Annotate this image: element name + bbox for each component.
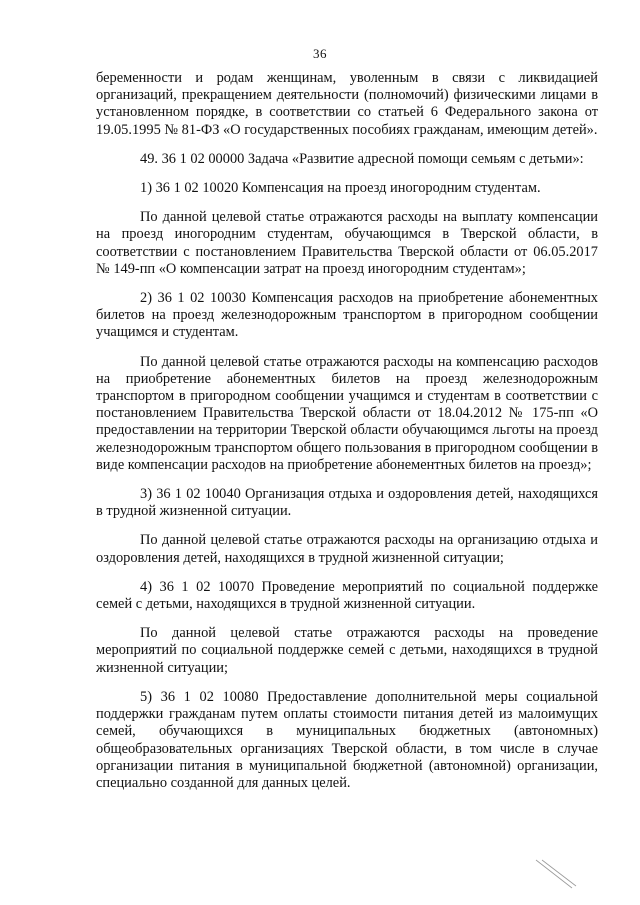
paragraph-item-1: 1) 36 1 02 10020 Компенсация на проезд иногородним студентам.: [140, 180, 541, 197]
paragraph-item-5: 5) 36 1 02 10080 Предоставление дополнительной меры социальной поддержки гражданам путем оплаты стоимости питания детей из малоимущих семей, обучающихся в муниципальных бюджетных (автономных) общеобразовательных организациях Тверской области, в том числе в случае организации питания в муниципальной бюджетной (автономной) организации, специально созданной для данных целей.: [96, 688, 598, 791]
paragraph-task-49: 49. 36 1 02 00000 Задача «Развитие адресной помощи семьям с детьми»:: [140, 150, 584, 167]
paragraph-item-4-description: По данной целевой статье отражаются расходы на проведение мероприятий по социальной поддержке семей с детьми, находящихся в трудной жизненной ситуации;: [96, 625, 598, 676]
document-body: [96, 70, 598, 804]
paragraph-item-2-description: По данной целевой статье отражаются расходы на компенсацию расходов на приобретение абонементных билетов на проезд железнодорожным транспортом в пригородном сообщении учащимся и студентам в соответствии с постановлением Правительства Тверской области от 18.04.2012 № 175-пп «О предоставлении на территории Тверской области обучающимся льготы на проезд железнодорожным транспортом общего пользования в пригородном сообщении в виде компенсации расходов на приобретение абонементных билетов на проезд»;: [96, 353, 598, 473]
paragraph-item-1-description: По данной целевой статье отражаются расходы на выплату компенсации на проезд иногородним студентам, обучающимся в Тверской области, в соответствии с постановлением Правительства Тверской области от 06.05.2017 № 149-пп «О компенсации затрат на проезд иногородним студентам»;: [96, 209, 598, 277]
paragraph-continuation: беременности и родам женщинам, уволенным в связи с ликвидацией организаций, прекращением деятельности (полномочий) физическими лицами в установленном порядке, в соответствии со статьей 6 Федерального закона от 19.05.1995 № 81-ФЗ «О государственных пособиях гражданам, имеющим детей».: [96, 70, 598, 138]
page-number: 36: [313, 46, 327, 61]
paragraph-item-3: 3) 36 1 02 10040 Организация отдыха и оздоровления детей, находящихся в трудной жизненной ситуации.: [96, 486, 598, 520]
paragraph-item-2: 2) 36 1 02 10030 Компенсация расходов на приобретение абонементных билетов на проезд железнодорожным транспортом в пригородном сообщении учащимся и студентам.: [96, 290, 598, 341]
paragraph-item-4: 4) 36 1 02 10070 Проведение мероприятий по социальной поддержке семей с детьми, находящихся в трудной жизненной ситуации.: [96, 578, 598, 613]
pen-stroke-mark: [532, 856, 592, 896]
paragraph-item-3-description: По данной целевой статье отражаются расходы на организацию отдыха и оздоровления детей, находящихся в трудной жизненной ситуации;: [96, 532, 598, 566]
